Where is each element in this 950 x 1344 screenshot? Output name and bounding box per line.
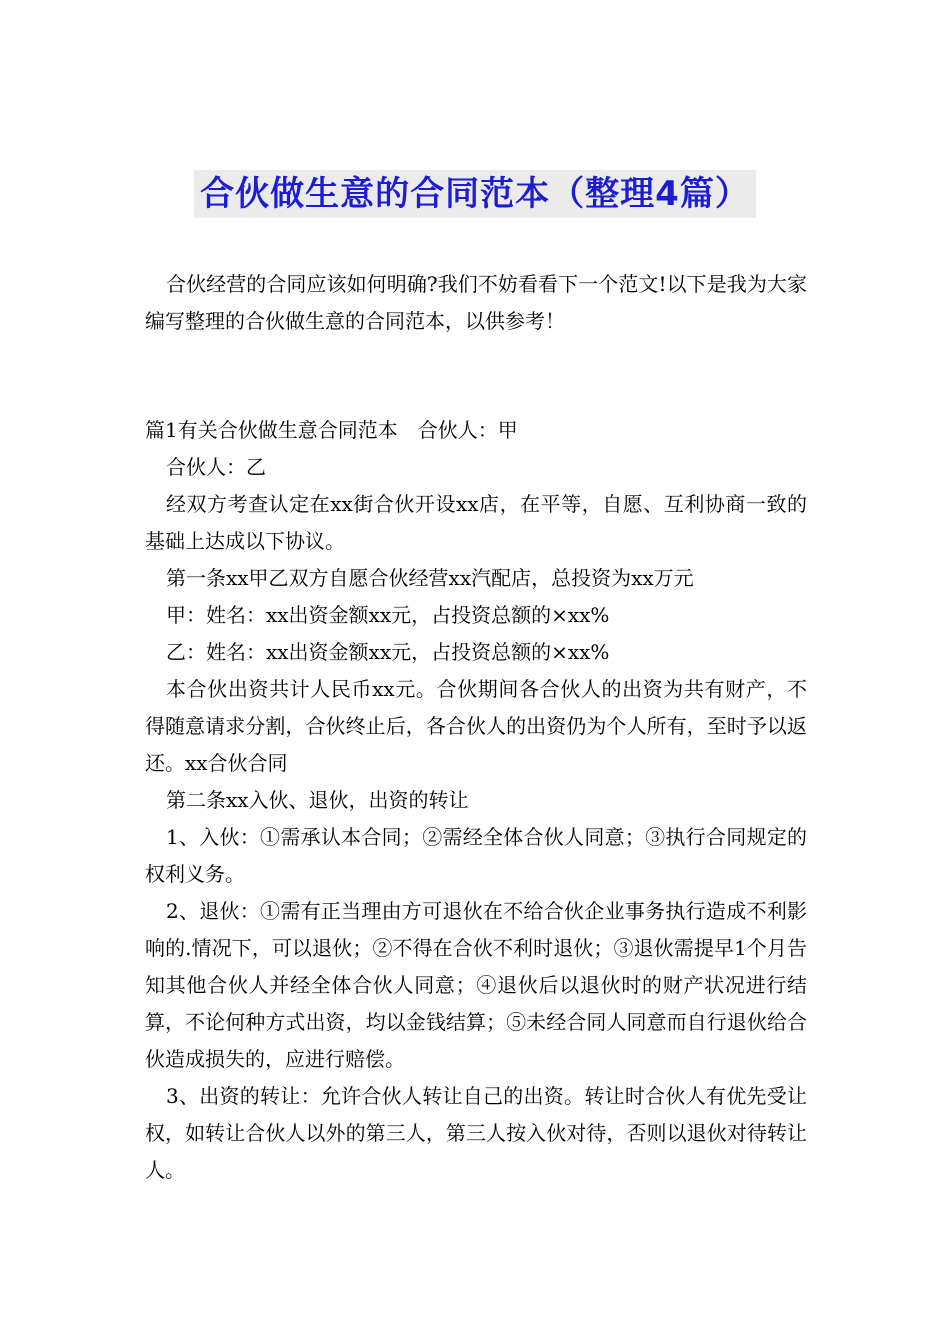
section-heading-tail: 合伙人：甲 [417,418,518,442]
article-1-heading: 第一条xx甲乙双方自愿合伙经营xx汽配店，总投资为xx万元 [166,566,694,590]
total-capital-paragraph: 本合伙出资共计人民币xx元。合伙期间各合伙人的出资为共有财产，不得随意请求分割，合伙终止后，各合伙人的出资仍为个人所有，至时予以返还。xx合伙合同 [145,677,807,775]
clause-withdrawal: 2、退伙：①需有正当理由方可退伙在不给合伙企业事务执行造成不利影响的.情况下，可以退伙；②不得在合伙不利时退伙；③退伙需提早1个月告知其他合伙人并经全体合伙人同意；④退伙后以退伙时的财产状况进行结算，不论何种方式出资，均以金钱结算；⑤未经合同人同意而自行退伙给合伙造成损失的，应进行赔偿。 [145,899,807,1071]
section-heading-line [145,412,807,449]
document-title: 合伙做生意的合同范本（整理4篇） [194,170,756,218]
contract-body [145,412,807,1189]
article-2-heading: 第二条xx入伙、退伙，出资的转让 [166,788,469,812]
partner-a-capital: 甲：姓名：xx出资金额xx元，占投资总额的×xx% [166,603,610,627]
agreement-preamble: 经双方考查认定在xx街合伙开设xx店，在平等，自愿、互利协商一致的基础上达成以下协议。 [145,492,807,553]
partner-b-line: 合伙人：乙 [166,455,266,479]
partner-b-capital: 乙：姓名：xx出资金额xx元，占投资总额的×xx% [166,640,610,664]
intro-paragraph: 合伙经营的合同应该如何明确?我们不妨看看下一个范文!以下是我为大家编写整理的合伙做生意的合同范本，以供参考！ [145,272,807,333]
section-heading: 篇1有关合伙做生意合同范本 [145,418,398,442]
clause-capital-transfer: 3、出资的转让：允许合伙人转让自己的出资。转让时合伙人有优先受让权，如转让合伙人以外的第三人，第三人按入伙对待，否则以退伙对待转让人。 [145,1084,807,1182]
clause-joining: 1、入伙：①需承认本合同；②需经全体合伙人同意；③执行合同规定的权利义务。 [145,825,807,886]
title-container [0,170,950,218]
intro-section [145,266,807,340]
